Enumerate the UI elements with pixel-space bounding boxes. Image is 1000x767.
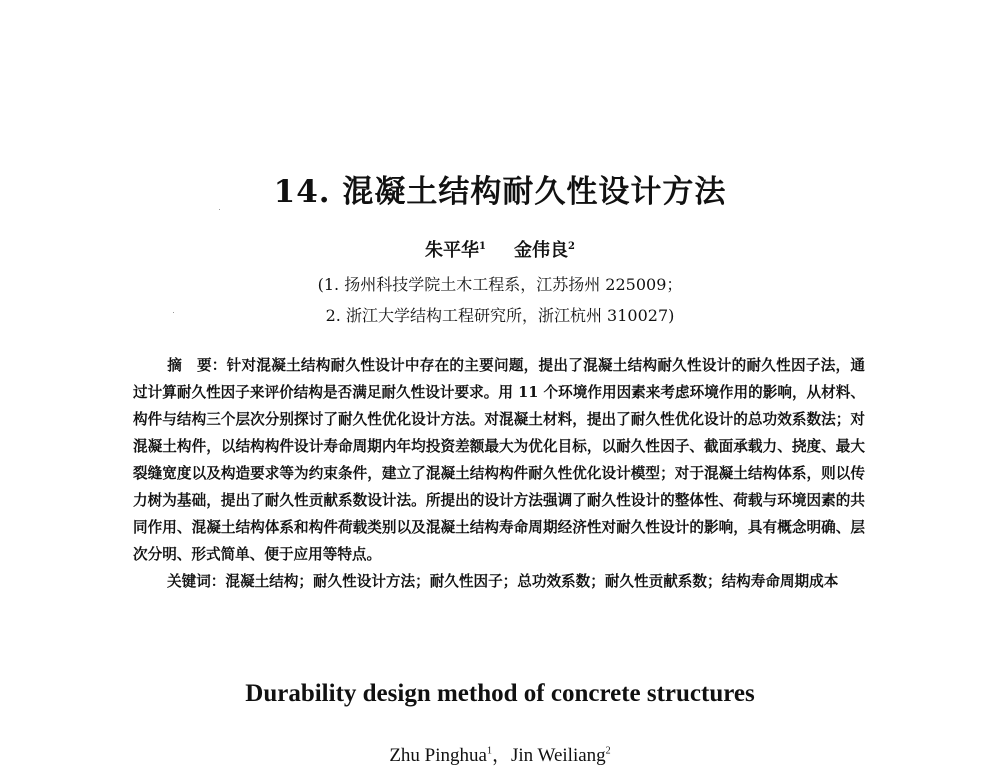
authors-en — [0, 740, 1000, 767]
abstract-paragraph — [133, 352, 865, 568]
affiliation-2: 2. 浙江大学结构工程研究所，浙江杭州 310027) — [325, 306, 675, 325]
author-1-cn-sup: 1 — [479, 241, 486, 252]
keywords-text: 混凝土结构；耐久性设计方法；耐久性因子；总功效系数；耐久性贡献系数；结构寿命周期成本 — [225, 573, 839, 590]
abstract-block — [133, 352, 865, 595]
author-2-en-sup: 2 — [605, 745, 611, 757]
paper-title-en: Durability design method of concrete structures — [245, 680, 755, 707]
keywords-paragraph — [133, 568, 865, 595]
author-2-cn: 金伟良 — [514, 240, 568, 261]
authors-cn — [0, 236, 1000, 262]
abstract-text: 针对混凝土结构耐久性设计中存在的主要问题，提出了混凝土结构耐久性设计的耐久性因子法，通过计算耐久性因子来评价结构是否满足耐久性设计要求。用 11 个环境作用因素来考虑环境作用的影响，从材料、构件与结构三个层次分别探讨了耐久性优化设计方法。对混凝土材料，提出了耐久性优化设计的总功效系数法；对混凝土构件，以结构构件设计寿命周期内年均投资差额最大为优化目标，以耐久性因子、截面承载力、挠度、最大裂缝宽度以及构造要求等为约束条件，建立了混凝土结构构件耐久性优化设计模型；对于混凝土结构体系，则以传力树为基础，提出了耐久性贡献系数设计法。所提出的设计方法强调了耐久性设计的整体性、荷载与环境因素的共同作用、混凝土结构体系和构件荷载类别以及混凝土结构寿命周期经济性对耐久性设计的影响，具有概念明确、层次分明、形式简单、便于应用等特点。 — [133, 357, 865, 563]
abstract-label: 摘 要： — [167, 357, 227, 374]
author-2-en: Jin Weiliang — [510, 745, 606, 766]
author-separator-en: ， — [491, 745, 511, 766]
author-1-cn: 朱平华 — [425, 240, 480, 261]
paper-title-cn: 14. 混凝土结构耐久性设计方法 — [273, 174, 727, 210]
affiliation-1: (1. 扬州科技学院土木工程系，江苏扬州 225009； — [317, 275, 683, 294]
author-2-cn-sup: 2 — [568, 241, 575, 252]
author-1-en-sup: 1 — [486, 745, 492, 757]
keywords-label: 关键词： — [167, 573, 226, 590]
author-1-en: Zhu Pinghua — [389, 745, 487, 766]
